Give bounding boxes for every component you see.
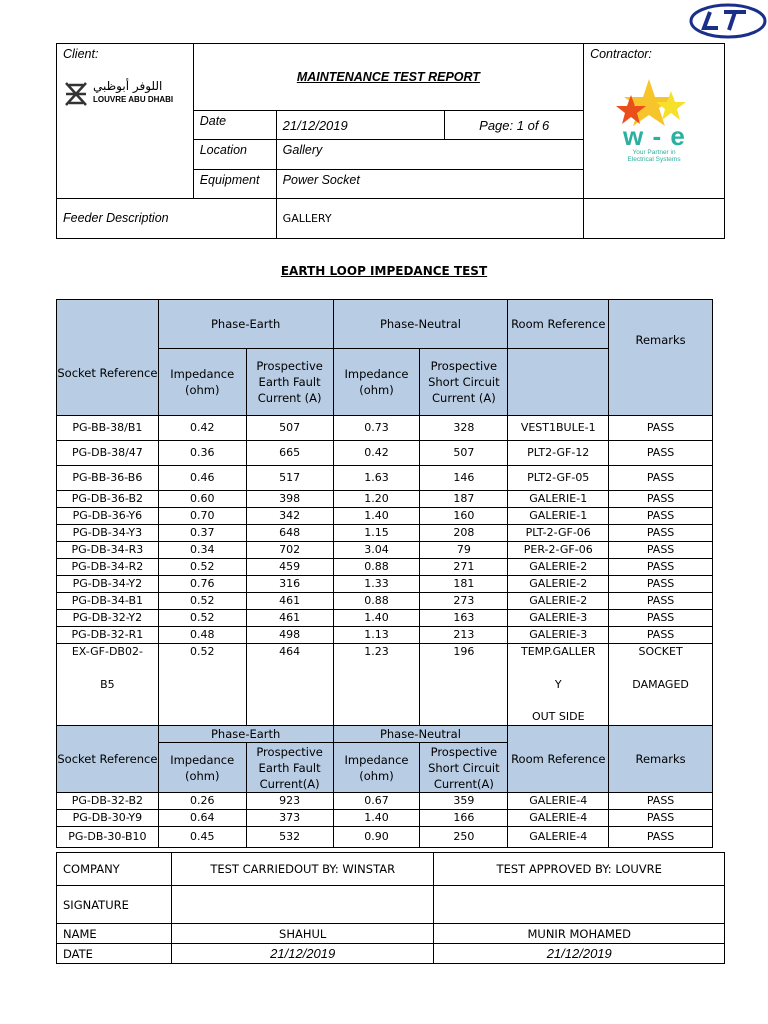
- cell-remarks: PASS: [609, 416, 713, 441]
- cell-pe-cur: 373: [246, 810, 333, 827]
- room-line-3: OUT SIDE: [531, 710, 585, 723]
- table-row: [57, 593, 713, 610]
- contractor-tagline: [609, 149, 699, 163]
- client-logo: [63, 79, 187, 119]
- table-row: [57, 542, 713, 559]
- col2-pe-current: Prospective Earth Fault Current(A): [246, 743, 333, 793]
- cell-pn-imp: 1.33: [333, 576, 420, 593]
- cell-pn-cur: 166: [420, 810, 508, 827]
- approved-by: TEST APPROVED BY: LOUVRE: [434, 853, 725, 886]
- cell-room: PLT-2-GF-06: [508, 525, 609, 542]
- feeder-value: GALLERY: [276, 198, 583, 238]
- contractor-cell-bottom: [584, 198, 725, 238]
- cell-pn-cur: 213: [420, 627, 508, 644]
- col-room-blank: [508, 349, 609, 416]
- cell-room: GALERIE-4: [508, 810, 609, 827]
- cell-ref: PG-DB-32-B2: [57, 793, 159, 810]
- contractor-logo-text: w - e: [623, 121, 686, 151]
- cell-pe-imp: 0.76: [158, 576, 246, 593]
- cell-pn-imp: 1.23: [333, 644, 420, 726]
- ref-line-2: B5: [100, 678, 115, 691]
- cell-pn-cur: 163: [420, 610, 508, 627]
- report-title: MAINTENANCE TEST REPORT: [296, 70, 480, 85]
- cell-pn-cur: 146: [420, 466, 508, 491]
- cell-pn-imp: 0.90: [333, 827, 420, 848]
- cell-pe-imp: 0.48: [158, 627, 246, 644]
- cell-remarks: PASS: [609, 525, 713, 542]
- cell-ref: PG-DB-34-Y2: [57, 576, 159, 593]
- cell-room: PLT2-GF-05: [508, 466, 609, 491]
- col2-phase-earth: Phase-Earth: [158, 726, 333, 743]
- client-cell: [57, 44, 194, 199]
- cell-pn-cur: 250: [420, 827, 508, 848]
- cell-pn-cur: 359: [420, 793, 508, 810]
- col-pn-impedance: Impedance (ohm): [333, 349, 420, 416]
- cell-pe-imp: 0.60: [158, 491, 246, 508]
- cell-room: GALERIE-1: [508, 491, 609, 508]
- cell-pn-cur: 271: [420, 559, 508, 576]
- signature-label: SIGNATURE: [57, 886, 172, 924]
- table-row: [57, 466, 713, 491]
- cell-pn-cur: 208: [420, 525, 508, 542]
- cell-remarks: PASS: [609, 810, 713, 827]
- cell-ref: PG-DB-36-B2: [57, 491, 159, 508]
- page-label: Page: 1 of 6: [445, 111, 584, 140]
- cell-pn-imp: 1.13: [333, 627, 420, 644]
- col-remarks: Remarks: [609, 300, 713, 416]
- section-title: EARTH LOOP IMPEDANCE TEST: [280, 264, 488, 278]
- cell-pe-cur: 342: [246, 508, 333, 525]
- cell-pe-imp: 0.34: [158, 542, 246, 559]
- col2-pn-current: Prospective Short Circuit Current(A): [420, 743, 508, 793]
- room-line-1: TEMP.GALLER: [521, 645, 596, 658]
- remarks-line-1: SOCKET: [638, 645, 683, 658]
- cell-remarks: [609, 644, 713, 726]
- col-socket-reference: Socket Reference: [57, 300, 159, 416]
- table-row: [57, 491, 713, 508]
- cell-ref: PG-DB-34-R2: [57, 559, 159, 576]
- equipment-value: Power Socket: [276, 169, 583, 198]
- louvre-emblem-icon: [63, 79, 89, 109]
- table-row: [57, 576, 713, 593]
- cell-remarks: PASS: [609, 559, 713, 576]
- table-row: [57, 525, 713, 542]
- cell-pn-cur: 79: [420, 542, 508, 559]
- name-label: NAME: [57, 924, 172, 944]
- cell-remarks: PASS: [609, 627, 713, 644]
- cell-ref: PG-DB-36-Y6: [57, 508, 159, 525]
- feeder-label: Feeder Description: [57, 198, 277, 238]
- cell-ref: PG-BB-36-B6: [57, 466, 159, 491]
- cell-pn-imp: 0.67: [333, 793, 420, 810]
- contractor-cell: [584, 44, 725, 199]
- cell-pn-imp: 1.20: [333, 491, 420, 508]
- cell-pe-cur: 498: [246, 627, 333, 644]
- cell-room: GALERIE-3: [508, 610, 609, 627]
- cell-remarks: PASS: [609, 508, 713, 525]
- cell-pe-cur: 507: [246, 416, 333, 441]
- cell-room: GALERIE-1: [508, 508, 609, 525]
- cell-pe-cur: 648: [246, 525, 333, 542]
- table-row: [57, 416, 713, 441]
- cell-pe-cur: 316: [246, 576, 333, 593]
- client-logo-arabic: اللوفر أبوظبي: [93, 79, 163, 93]
- cell-pn-imp: 0.88: [333, 593, 420, 610]
- signature-winstar: [171, 886, 434, 924]
- cell-ref: PG-DB-32-R1: [57, 627, 159, 644]
- cell-pe-imp: 0.26: [158, 793, 246, 810]
- cell-room: GALERIE-3: [508, 627, 609, 644]
- cell-pe-imp: 0.64: [158, 810, 246, 827]
- cell-pn-imp: 1.15: [333, 525, 420, 542]
- cell-pe-cur: 398: [246, 491, 333, 508]
- cell-pn-imp: 0.73: [333, 416, 420, 441]
- table-row-special: [57, 644, 713, 726]
- cell-pe-imp: 0.70: [158, 508, 246, 525]
- signoff-table: [56, 852, 725, 964]
- cell-pn-cur: 160: [420, 508, 508, 525]
- cell-ref: PG-DB-32-Y2: [57, 610, 159, 627]
- cell-ref: PG-DB-34-B1: [57, 593, 159, 610]
- cell-pe-imp: 0.52: [158, 610, 246, 627]
- col-room-reference: Room Reference: [508, 300, 609, 349]
- cell-room: GALERIE-2: [508, 593, 609, 610]
- cell-ref: PG-DB-34-Y3: [57, 525, 159, 542]
- tagline-line-2: Electrical Systems: [627, 156, 681, 163]
- cell-room: GALERIE-2: [508, 559, 609, 576]
- col2-room-reference: Room Reference: [508, 726, 609, 793]
- contractor-label: Contractor:: [590, 47, 652, 61]
- cell-pe-cur: 461: [246, 610, 333, 627]
- date-label-signoff: DATE: [57, 944, 172, 964]
- table-row: [57, 610, 713, 627]
- cell-remarks: PASS: [609, 441, 713, 466]
- col-pe-impedance: Impedance (ohm): [158, 349, 246, 416]
- cell-room: GALERIE-4: [508, 827, 609, 848]
- cell-remarks: PASS: [609, 491, 713, 508]
- cell-pe-cur: 923: [246, 793, 333, 810]
- cell-pn-cur: 328: [420, 416, 508, 441]
- cell-pn-imp: 3.04: [333, 542, 420, 559]
- col2-pe-impedance: Impedance (ohm): [158, 743, 246, 793]
- cell-room: PER-2-GF-06: [508, 542, 609, 559]
- cell-pn-imp: 1.40: [333, 508, 420, 525]
- cell-pe-cur: 461: [246, 593, 333, 610]
- location-label: Location: [193, 140, 276, 169]
- cell-room: GALERIE-4: [508, 793, 609, 810]
- company-label: COMPANY: [57, 853, 172, 886]
- col2-phase-neutral: Phase-Neutral: [333, 726, 508, 743]
- col2-pn-impedance: Impedance (ohm): [333, 743, 420, 793]
- cell-ref: PG-DB-30-B10: [57, 827, 159, 848]
- cell-remarks: PASS: [609, 466, 713, 491]
- name-louvre: MUNIR MOHAMED: [434, 924, 725, 944]
- cell-pe-imp: 0.52: [158, 593, 246, 610]
- col-pe-current: Prospective Earth Fault Current (A): [246, 349, 333, 416]
- cell-pn-cur: 181: [420, 576, 508, 593]
- cell-room: VEST1BULE-1: [508, 416, 609, 441]
- cell-remarks: PASS: [609, 793, 713, 810]
- ref-line-1: EX-GF-DB02-: [71, 645, 143, 658]
- cell-ref: PG-DB-30-Y9: [57, 810, 159, 827]
- cell-ref: [57, 644, 159, 726]
- col-phase-neutral: Phase-Neutral: [333, 300, 508, 349]
- date-label: Date: [193, 111, 276, 140]
- cell-pe-imp: 0.36: [158, 441, 246, 466]
- date-louvre: 21/12/2019: [434, 944, 725, 964]
- cell-room: [508, 644, 609, 726]
- table-row: [57, 627, 713, 644]
- date-winstar: 21/12/2019: [171, 944, 434, 964]
- cell-pe-cur: 459: [246, 559, 333, 576]
- cell-remarks: PASS: [609, 542, 713, 559]
- cell-pe-imp: 0.42: [158, 416, 246, 441]
- cell-remarks: PASS: [609, 827, 713, 848]
- cell-ref: PG-BB-38/B1: [57, 416, 159, 441]
- cell-pe-cur: 702: [246, 542, 333, 559]
- report-title-cell: [193, 44, 583, 111]
- cell-room: GALERIE-2: [508, 576, 609, 593]
- equipment-label: Equipment: [193, 169, 276, 198]
- carried-out-by: TEST CARRIEDOUT BY: WINSTAR: [171, 853, 434, 886]
- cell-ref: PG-DB-34-R3: [57, 542, 159, 559]
- cell-pn-imp: 1.40: [333, 810, 420, 827]
- client-label: Client:: [63, 47, 99, 61]
- cell-room: PLT2-GF-12: [508, 441, 609, 466]
- cell-pn-cur: 196: [420, 644, 508, 726]
- cell-pe-cur: 517: [246, 466, 333, 491]
- col2-remarks: Remarks: [609, 726, 713, 793]
- table-row: [57, 508, 713, 525]
- report-header: [56, 43, 725, 239]
- tagline-line-1: Your Partner in: [632, 149, 676, 156]
- col-phase-earth: Phase-Earth: [158, 300, 333, 349]
- col2-socket-reference: Socket Reference: [57, 726, 159, 793]
- earth-loop-table: [56, 299, 713, 848]
- test-rows-2: [57, 793, 713, 848]
- location-value: Gallery: [276, 140, 583, 169]
- cell-ref: PG-DB-38/47: [57, 441, 159, 466]
- name-winstar: SHAHUL: [171, 924, 434, 944]
- client-logo-text: LOUVRE ABU DHABI: [93, 95, 174, 104]
- cell-remarks: PASS: [609, 610, 713, 627]
- cell-pe-imp: 0.46: [158, 466, 246, 491]
- table-row: [57, 793, 713, 810]
- cell-pe-imp: 0.52: [158, 559, 246, 576]
- date-value: 21/12/2019: [276, 111, 445, 140]
- cell-pn-imp: 1.63: [333, 466, 420, 491]
- cell-pn-cur: 187: [420, 491, 508, 508]
- cell-pe-imp: 0.37: [158, 525, 246, 542]
- cell-pn-imp: 0.42: [333, 441, 420, 466]
- cell-remarks: PASS: [609, 593, 713, 610]
- cell-pe-cur: 464: [246, 644, 333, 726]
- cell-pn-cur: 507: [420, 441, 508, 466]
- remarks-line-2: DAMAGED: [632, 678, 689, 691]
- test-rows: [57, 416, 713, 644]
- table-row: [57, 559, 713, 576]
- cell-pn-cur: 273: [420, 593, 508, 610]
- table-row: [57, 810, 713, 827]
- col-pn-current: Prospective Short Circuit Current (A): [420, 349, 508, 416]
- cell-pe-imp: 0.45: [158, 827, 246, 848]
- cell-pe-cur: 532: [246, 827, 333, 848]
- lt-logo: [688, 2, 768, 40]
- cell-pe-cur: 665: [246, 441, 333, 466]
- signature-louvre: [434, 886, 725, 924]
- cell-remarks: PASS: [609, 576, 713, 593]
- cell-pn-imp: 0.88: [333, 559, 420, 576]
- table-row: [57, 441, 713, 466]
- cell-pn-imp: 1.40: [333, 610, 420, 627]
- table-row: [57, 827, 713, 848]
- contractor-logo: [609, 77, 699, 167]
- room-line-2: Y: [554, 678, 562, 691]
- cell-pe-imp: 0.52: [158, 644, 246, 726]
